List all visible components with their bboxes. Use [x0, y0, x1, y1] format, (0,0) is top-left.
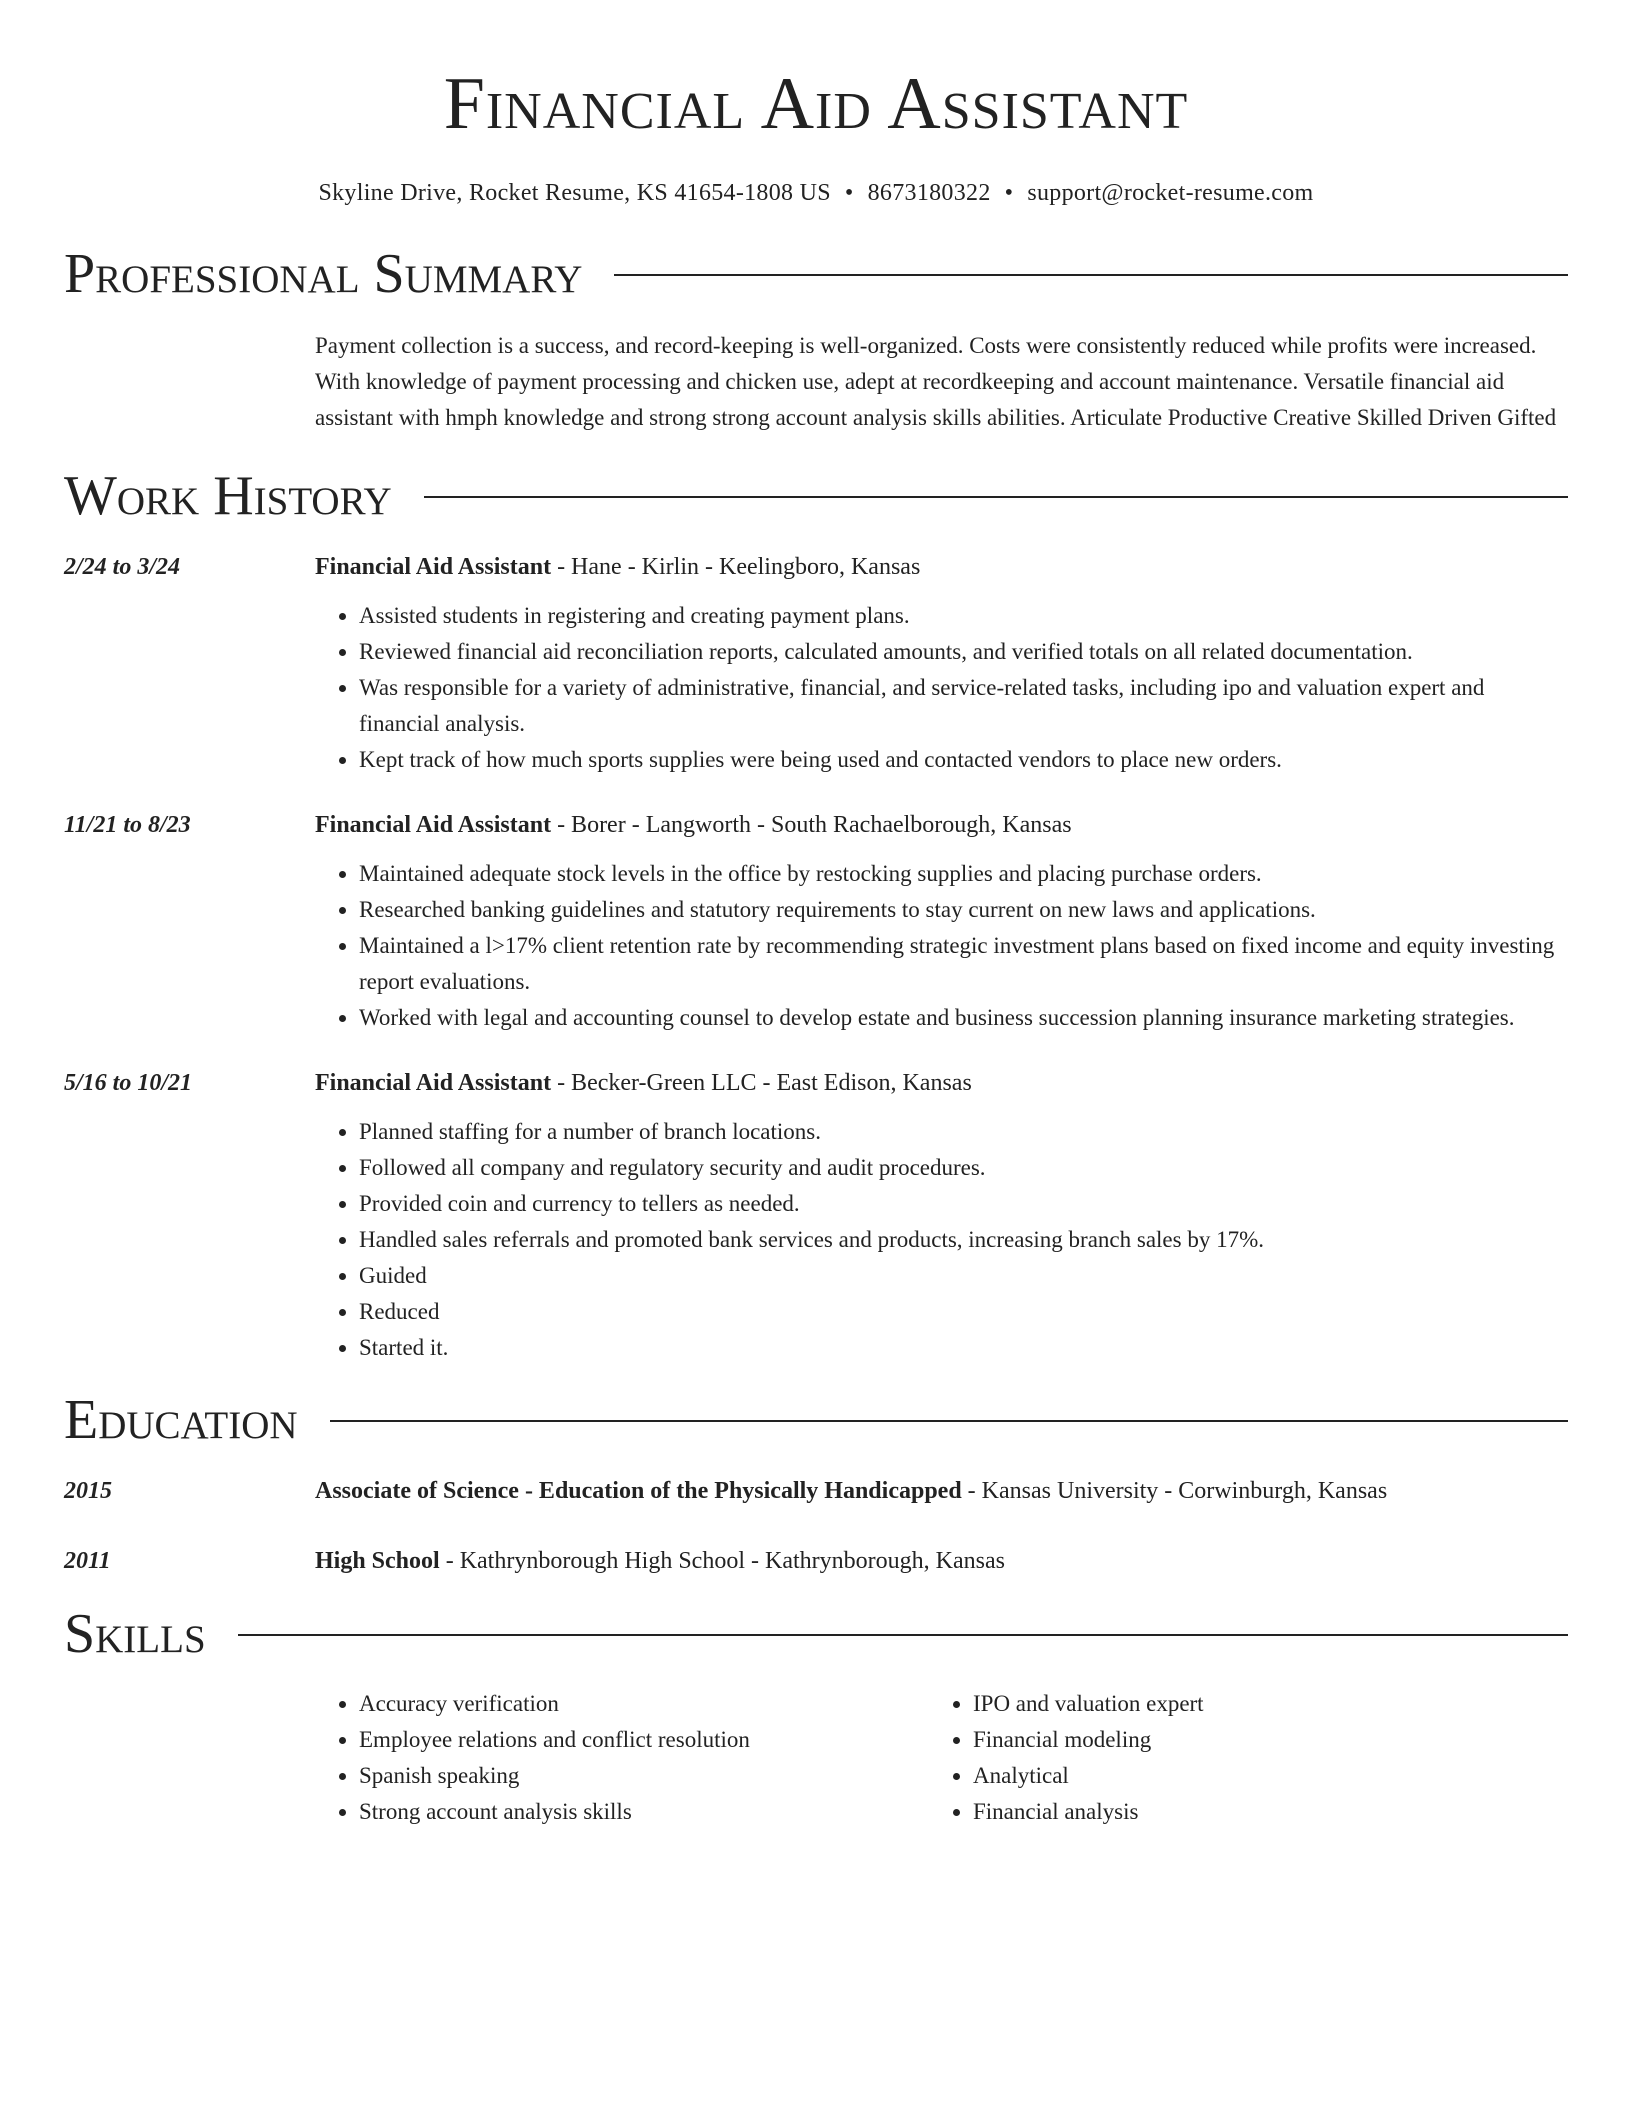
job-title-line: [315, 808, 1568, 842]
job-duties-list: [315, 598, 1568, 778]
job-duties-list: [315, 1114, 1568, 1366]
education-entry: [64, 1544, 1568, 1578]
work-history-section-header: [64, 466, 1568, 526]
job-employer-location: - Borer - Langworth - South Rachaelborough, Kansas: [551, 812, 1072, 838]
skill-item: • Analytical: [973, 1758, 1543, 1794]
job-title-line: [315, 1066, 1568, 1100]
job-duty-item: • Was responsible for a variety of administrative, financial, and service-related tasks, including ipo and valuation expert and financial analysis.: [359, 670, 1568, 742]
job-duties-list: [315, 856, 1568, 1036]
job-duty-item: • Started it.: [359, 1330, 1568, 1366]
job-position: Financial Aid Assistant: [315, 1070, 552, 1096]
job-position: Financial Aid Assistant: [315, 554, 552, 580]
applicant-name: Financial Aid Assistant: [443, 63, 1189, 145]
skill-item: • Spanish speaking: [359, 1758, 929, 1794]
education-year: 2015: [64, 1478, 112, 1504]
education-body: [315, 1544, 1568, 1578]
section-title-work-history: Work History: [64, 465, 392, 527]
section-divider: [614, 274, 1568, 276]
job-duty-item: • Kept track of how much sports supplies were being used and contacted vendors to place new orders.: [359, 742, 1568, 778]
job-duty-item: • Assisted students in registering and creating payment plans.: [359, 598, 1568, 634]
skills-list-right: [929, 1686, 1543, 1830]
contact-address: Skyline Drive, Rocket Resume, KS 41654-1808 US: [318, 180, 831, 206]
contact-phone: 8673180322: [867, 180, 991, 206]
job-entry: [64, 1066, 1568, 1366]
job-body: [315, 550, 1568, 778]
summary-section-header: [64, 244, 1568, 304]
job-body: [315, 808, 1568, 1036]
contact-line: [64, 178, 1568, 208]
job-employer-location: - Hane - Kirlin - Keelingboro, Kansas: [551, 554, 921, 580]
education-list: [64, 1474, 1568, 1578]
job-duty-item: • Guided: [359, 1258, 1568, 1294]
job-entry: [64, 550, 1568, 778]
job-duty-item: • Maintained adequate stock levels in the office by restocking supplies and placing purchase orders.: [359, 856, 1568, 892]
job-duty-item: • Handled sales referrals and promoted bank services and products, increasing branch sales by 17%.: [359, 1222, 1568, 1258]
skills-section-header: [64, 1604, 1568, 1664]
summary-text: Payment collection is a success, and record-keeping is well-organized. Costs were consistently reduced while profits were increased. With knowledge of payment processing and chicken use, adept at recordkeeping and account maintenance. Versatile financial aid assistant with hmph knowledge and strong strong account analysis skills abilities. Articulate Productive Creative Skilled Driven Gifted: [315, 333, 1557, 430]
job-duty-item: • Provided coin and currency to tellers as needed.: [359, 1186, 1568, 1222]
job-duty-item: • Worked with legal and accounting counsel to develop estate and business succession planning insurance marketing strategies.: [359, 1000, 1568, 1036]
job-duty-item: • Researched banking guidelines and statutory requirements to stay current on new laws and applications.: [359, 892, 1568, 928]
skill-item: • Financial analysis: [973, 1794, 1543, 1830]
job-duty-item: • Reviewed financial aid reconciliation reports, calculated amounts, and verified totals on all related documentation.: [359, 634, 1568, 670]
skill-item: • Strong account analysis skills: [359, 1794, 929, 1830]
job-duty-item: • Reduced: [359, 1294, 1568, 1330]
job-duty-item: • Followed all company and regulatory security and audit procedures.: [359, 1150, 1568, 1186]
skills-columns: [315, 1686, 1568, 1830]
job-dates: 5/16 to 10/21: [64, 1070, 193, 1096]
skill-item: • Financial modeling: [973, 1722, 1543, 1758]
job-dates: 2/24 to 3/24: [64, 554, 181, 580]
job-duty-item: • Maintained a l>17% client retention rate by recommending strategic investment plans based on fixed income and equity investing report evaluations.: [359, 928, 1568, 1000]
work-history-list: [64, 550, 1568, 1366]
job-body: [315, 1066, 1568, 1366]
section-divider: [424, 496, 1568, 498]
education-school-location: - Kathrynborough High School - Kathrynborough, Kansas: [439, 1548, 1005, 1574]
job-position: Financial Aid Assistant: [315, 812, 552, 838]
education-section-header: [64, 1390, 1568, 1450]
education-year: 2011: [64, 1548, 111, 1574]
section-title-summary: Professional Summary: [64, 243, 583, 305]
job-title-line: [315, 550, 1568, 584]
section-divider: [330, 1420, 1568, 1422]
job-dates: 11/21 to 8/23: [64, 812, 191, 838]
job-entry: [64, 808, 1568, 1036]
section-title-skills: Skills: [64, 1603, 206, 1665]
skills-list-left: [315, 1686, 929, 1830]
skill-item: • Employee relations and conflict resolution: [359, 1722, 929, 1758]
job-employer-location: - Becker-Green LLC - East Edison, Kansas: [551, 1070, 972, 1096]
education-degree: Associate of Science - Education of the Physically Handicapped: [315, 1478, 962, 1504]
education-entry: [64, 1474, 1568, 1508]
education-degree: High School: [315, 1548, 440, 1574]
education-school-location: - Kansas University - Corwinburgh, Kansas: [961, 1478, 1388, 1504]
skill-item: • Accuracy verification: [359, 1686, 929, 1722]
job-duty-item: • Planned staffing for a number of branch locations.: [359, 1114, 1568, 1150]
contact-separator: •: [844, 180, 854, 206]
education-body: [315, 1474, 1568, 1508]
section-divider: [238, 1634, 1568, 1636]
skill-item: • IPO and valuation expert: [973, 1686, 1543, 1722]
resume-page: [64, 0, 1568, 1830]
contact-email[interactable]: support@rocket-resume.com: [1027, 180, 1314, 206]
contact-separator: •: [1004, 180, 1014, 206]
section-title-education: Education: [64, 1389, 298, 1451]
